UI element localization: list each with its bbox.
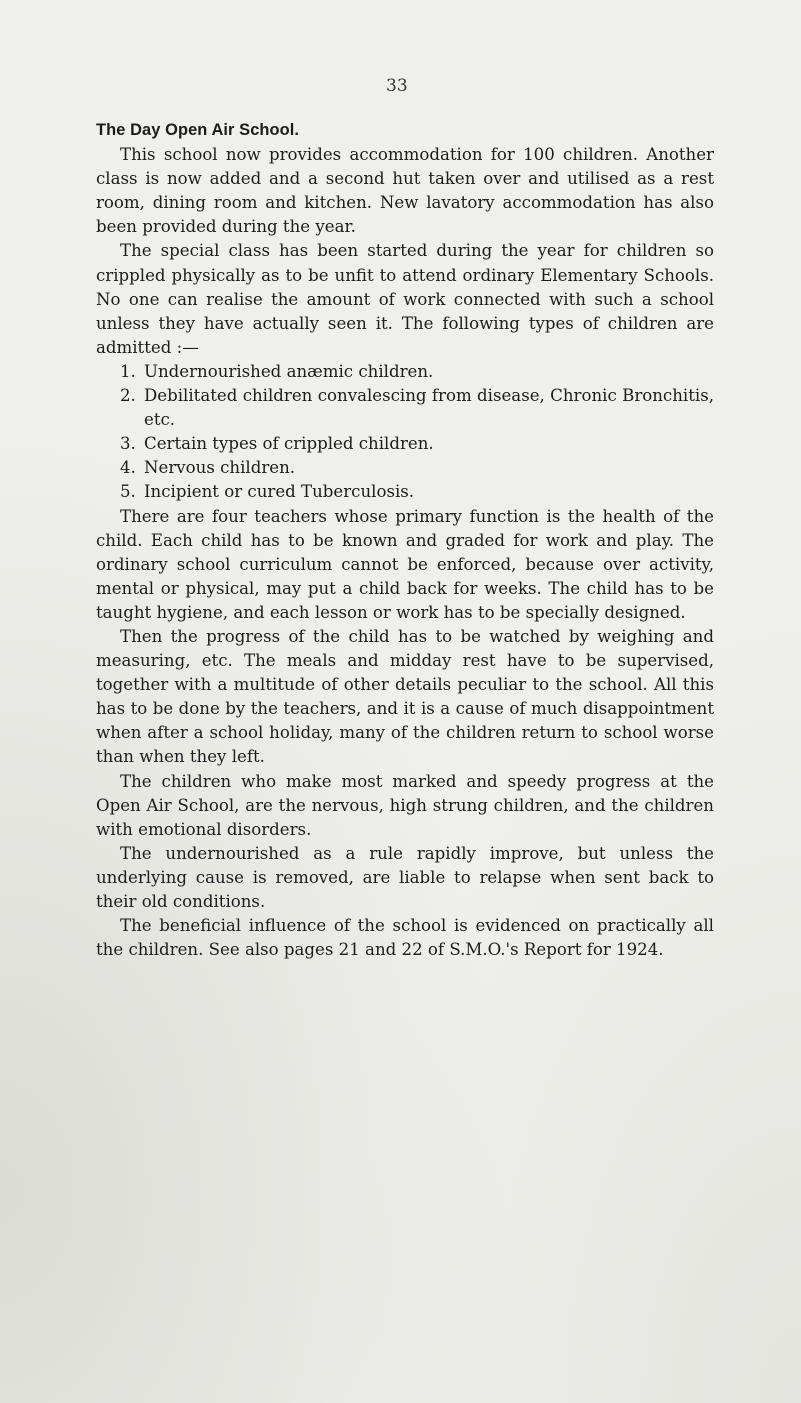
- paragraph: Then the progress of the child has to be watched by weighing and measuring, etc. The meals and midday rest have to be supervised, together with a multitude of other details peculiar to the school. All this has to be done by the teachers, and it is a cause of much disappointment when after a school holiday, many of the children return to school worse than when they left.: [96, 626, 714, 767]
- list-item: [120, 360, 714, 384]
- paragraph: This school now provides accommodation for 100 children. Another class is now added and a second hut taken over and utilised as a rest room, dining room and kitchen. New lavatory accommodation has also been provided during the year.: [96, 145, 714, 237]
- list-item-number: 2.: [120, 386, 136, 406]
- document-body: [96, 118, 714, 962]
- list-item: [120, 456, 714, 480]
- paragraph: The special class has been started during the year for children so crippled physically as to be unfit to attend ordinary Elementary Schools. No one can realise the amount of work connected with such a school unless they have actually seen it. The following types of children are admitted :—: [96, 241, 714, 357]
- list-item: [120, 480, 714, 504]
- list-item-text: Certain types of crippled children.: [144, 434, 434, 454]
- list-item: [120, 432, 714, 456]
- list-item-number: 1.: [120, 361, 136, 381]
- list-item-number: 5.: [120, 482, 136, 502]
- page-number: 33: [386, 76, 408, 96]
- list-item-number: 4.: [120, 458, 136, 478]
- section-heading: The Day Open Air School.: [96, 121, 300, 139]
- paragraph: The children who make most marked and speedy progress at the Open Air School, are the nervous, high strung children, and the children with emotional disorders.: [96, 771, 714, 839]
- list-item-text: Debilitated children convalescing from disease, Chronic Bronchitis, etc.: [144, 386, 714, 430]
- list-item: [120, 384, 714, 432]
- list-item-text: Nervous children.: [144, 458, 296, 478]
- list-item-text: Incipient or cured Tuberculosis.: [144, 482, 415, 502]
- admitted-types-list: [96, 360, 714, 505]
- list-item-text: Undernourished anæmic children.: [144, 361, 434, 381]
- paragraph: The beneficial influence of the school is evidenced on practically all the children. See also pages 21 and 22 of S.M.O.'s Report for 1924.: [96, 916, 714, 960]
- paragraph: The undernourished as a rule rapidly improve, but unless the underlying cause is removed, are liable to relapse when sent back to their old conditions.: [96, 843, 714, 911]
- list-item-number: 3.: [120, 434, 136, 454]
- paragraph: There are four teachers whose primary function is the health of the child. Each child has to be known and graded for work and play. The ordinary school curriculum cannot be enforced, because over activity, mental or physical, may put a child back for weeks. The child has to be taught hygiene, and each lesson or work has to be specially designed.: [96, 506, 714, 622]
